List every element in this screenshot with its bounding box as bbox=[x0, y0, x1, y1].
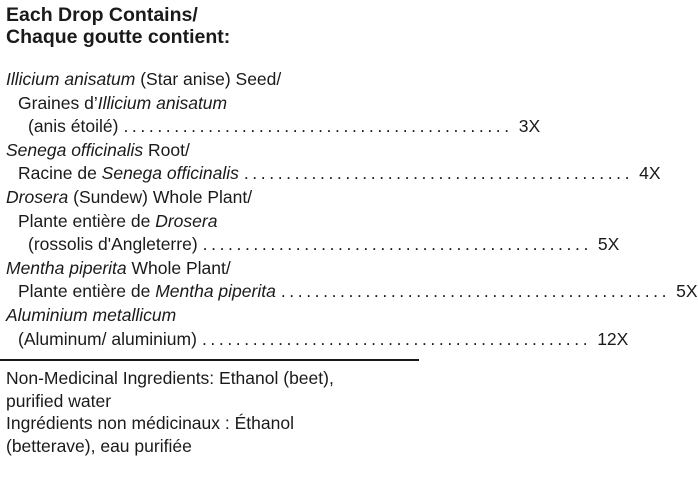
ingredient-3-french-prefix: Plante entière de bbox=[18, 210, 156, 231]
non-medicinal-english-line1: Non-Medicinal Ingredients: Ethanol (beet), bbox=[6, 368, 334, 388]
ingredient-3-latin: Drosera bbox=[6, 186, 69, 207]
ingredient-1-amount-row bbox=[6, 115, 541, 139]
ingredient-2-french bbox=[18, 162, 239, 186]
ingredient-5-latin: Aluminium metallicum bbox=[6, 304, 177, 325]
ingredient-1-french-prefix: Graines d’ bbox=[18, 92, 98, 113]
ingredient-4-english-desc: Whole Plant/ bbox=[126, 257, 231, 278]
ingredient-1-french-common: (anis étoilé) bbox=[28, 116, 119, 137]
non-medicinal-english-line2: purified water bbox=[6, 390, 112, 411]
ingredient-4-english bbox=[6, 257, 414, 281]
ingredient-4-amount-row bbox=[6, 280, 698, 304]
ingredient-3-french-common: (rossolis d'Angleterre) bbox=[28, 234, 198, 255]
ingredient-2-english-desc: Root/ bbox=[143, 139, 190, 160]
ingredient-4-french-latin: Mentha piperita bbox=[155, 281, 276, 302]
ingredient-3-french-latin: Drosera bbox=[155, 210, 218, 231]
ingredient-2-french-latin: Senega officinalis bbox=[101, 163, 239, 184]
ingredient-2-amount-row bbox=[6, 162, 661, 186]
ingredient-2-french-prefix: Racine de bbox=[18, 163, 102, 184]
ingredient-1-latin: Illicium anisatum bbox=[6, 69, 136, 89]
ingredient-4-french-prefix: Plante entière de bbox=[18, 281, 156, 302]
ingredient-2-english bbox=[6, 139, 414, 163]
ingredient-3-english bbox=[6, 186, 414, 210]
ingredient-2-potency: 4X bbox=[639, 163, 661, 184]
non-medicinal-french-line1: Ingrédients non médicinaux : Éthanol bbox=[6, 413, 294, 433]
ingredient-1-french bbox=[6, 92, 414, 116]
ingredient-2-latin: Senega officinalis bbox=[6, 139, 144, 160]
ingredient-4-potency: 5X bbox=[676, 281, 698, 302]
section-divider bbox=[0, 359, 419, 361]
ingredient-4-latin: Mentha piperita bbox=[6, 257, 127, 278]
contains-heading bbox=[6, 4, 230, 48]
ingredient-3-english-desc: (Sundew) Whole Plant/ bbox=[68, 186, 253, 207]
dot-leader: .............................................. bbox=[280, 281, 671, 302]
ingredient-1-french-latin: Illicium anisatum bbox=[97, 92, 228, 113]
dot-leader: .............................................. bbox=[123, 116, 513, 137]
ingredient-5-potency: 12X bbox=[597, 328, 629, 349]
ingredient-1-english-desc: (Star anise) Seed/ bbox=[135, 69, 282, 89]
ingredient-3-potency: 5X bbox=[597, 234, 620, 255]
ingredient-4-french bbox=[18, 280, 276, 304]
ingredient-1-potency: 3X bbox=[518, 116, 541, 137]
ingredient-5-common: (Aluminum/ aluminium) bbox=[18, 328, 197, 349]
heading-french: Chaque goutte contient: bbox=[6, 26, 231, 48]
heading-english: Each Drop Contains/ bbox=[6, 4, 198, 26]
dot-leader: .............................................. bbox=[202, 234, 592, 255]
dot-leader: .............................................. bbox=[201, 328, 592, 349]
ingredient-list bbox=[6, 68, 698, 351]
ingredient-3-french bbox=[6, 210, 414, 234]
ingredient-5-amount-row bbox=[6, 328, 629, 352]
ingredient-5-english bbox=[6, 304, 414, 328]
non-medicinal-french-line2: (betterave), eau purifiée bbox=[6, 435, 192, 456]
ingredient-3-amount-row bbox=[6, 233, 620, 257]
ingredient-1-english bbox=[6, 68, 414, 92]
non-medicinal-ingredients bbox=[6, 367, 416, 457]
dot-leader: .............................................. bbox=[243, 163, 634, 184]
